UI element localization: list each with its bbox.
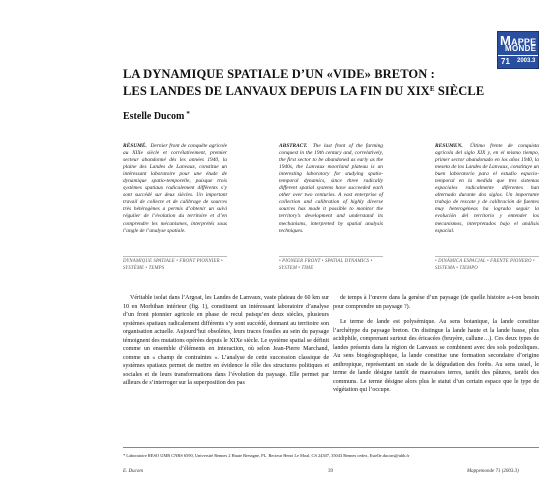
abstract-en-heading: ABSTRACT. [279, 143, 308, 149]
abstract-fr-heading: RÉSUMÉ. [123, 143, 147, 149]
logo-line2: MONDE [505, 44, 537, 53]
title-line-1: LA DYNAMIQUE SPATIALE D’UN «VIDE» BRETON : [123, 67, 435, 81]
body-paragraph: Véritable isolat dans l’Argoat, les Landes de Lanvaux, vaste plateau de 60 km sur 10 en Morbihan intérieur (fig. 1), constituent un intéressant laboratoire d’analyse d’un front pionnier agricole en phase de recul puisqu’en deux siècles, plusieurs systèmes spatiaux radicalement différents s’y sont succédé, donnant au territoire son organisation actuelle. Aujourd’hui obsolètes, leurs traces fossiles au sein du paysage témoignent des mutations opérées depuis le XIXe siècle. Le système spatial se définit comme un ensemble d’éléments en interaction, où selon Jean-Pierre Marchand, comme un « champ de contraintes ». L’analyse de cette succession classique de systèmes spatiaux permet de mettre en évidence le rôle des structures politiques et sociales et de leurs transformations dans l’évolution du paysage. Elle permet par ailleurs de s’interroger sur la superposition des pas [123, 295, 329, 386]
keywords-en: • PIONEER FRONT • SPATIAL DYNAMICS • SYSTEM • TIME [279, 256, 383, 272]
footer-author: E. Ducom [123, 469, 143, 474]
footnote-rule [123, 447, 539, 448]
abstract-es-text: Último frente de conquista agrícola del siglo XIX y, en el mismo tiempo, primer sector abandonado en los años 1940, la meseta de los Landes de Lanvaux, constituye un buen laboratorio para el estudio espacio-temporal en la medida que tres sistemas espaciales radicalmente diferentes han alternado durante dos siglos. Un importante trabajo de rescate y de calibración de fuentes muy heterogéneas ha logrado seguir la evolución del territorio y entender los mecanismos, interpretados bajo el análisis espacial. [435, 143, 539, 234]
abstract-fr-text: Dernier front de conquête agricole au XIXe siècle et corrélativement, premier secteur abandonné dès les années 1940, la plaine des Landes de Lanvaux, constitue un intéressant laboratoire pour une étude de dynamique spatio-temporelle, puisque trois systèmes spatiaux radicalement différents s’y sont succédé sur deux siècles. Un important travail de collecte et de calibrage de sources très hétérogènes a permis d’obtenir un suivi régulier de l’évolution du territoire et d’en comprendre les mécanismes, interprétés sous l’angle de l’analyse spatiale. [123, 143, 227, 234]
logo-divider [498, 55, 538, 56]
keywords-es: • DINÁMICA ESPACIAL • FRENTE PIONERO • SISTEMA • TIEMPO [435, 256, 539, 272]
body-column-right [333, 294, 539, 395]
article-title [123, 67, 485, 99]
abstract-fr [123, 143, 227, 235]
body-column-left [123, 294, 329, 388]
abstract-en-text: The last front of the farming conquest in the 19th century and, correlatively, the first sector to be abandoned as early as the 1940s, the Lanvaux moorland plateau is an interesting laboratory for studying spatio-temporal dynamics, since three radically different spatial systems have succeeded each other over two centuries. A vast enterprise of collection and calibration of highly diverse sources has made it possible to monitor the territory’s development and understand its mechanisms, interpreted by spatial analysis techniques. [279, 143, 383, 234]
page-number: 39 [328, 469, 333, 474]
abstract-en [279, 143, 383, 235]
abstract-es [435, 143, 539, 235]
abstract-es-heading: RESUMEN. [435, 143, 463, 149]
journal-logo [497, 31, 539, 69]
footer-journal: Mappemonde 71 (2003.3) [467, 469, 519, 474]
logo-issue-number: 71 [501, 57, 510, 66]
body-paragraph: de temps à l’œuvre dans la genèse d’un paysage (de quelle histoire a-t-on besoin pour comprendre un paysage ?). [333, 295, 539, 310]
keywords-fr: DYNAMIQUE SPATIALE • FRONT PIONNIER • SYSTÈME • TEMPS [123, 256, 227, 272]
footnote: * Laboratoire RESO UMR CNRS 6590, Université Rennes 2 Haute Bretagne, PL. Recteur Henri Le Moal, CS 24307, 35043 Rennes cedex, Estelle.ducom@uhb.fr [123, 453, 410, 458]
logo-line1: MAPPE [500, 33, 537, 48]
body-paragraph: Le terme de lande est polysémique. Au sens botanique, la lande constitue l’archétype du paysage breton. On distingue la lande haute et la lande basse, plus acidiphile, comprenant surtout des éricacées (bruyère, callune…). Ces deux types de landes présents dans la région de Lanvaux se combinent avec des sols podzoliques. Au sens biogéographique, la lande constitue une formation secondaire d’origine anthropique, représentant un stade de la dégradation des forêts. Au sens usuel, le terme de lande désigne tantôt de mauvaises terres, tantôt des pâtures, tantôt des communs. Le terme désigne alors plus le statut d’un certain espace que le type de végétation qui l’occupe. [333, 319, 539, 393]
author-name: Estelle Ducom * [123, 110, 190, 122]
logo-issue-year: 2003.3 [517, 58, 536, 64]
title-line-2: LES LANDES DE LANVAUX DEPUIS LA FIN DU $XIX^E$ SIÈCLE [123, 84, 485, 98]
